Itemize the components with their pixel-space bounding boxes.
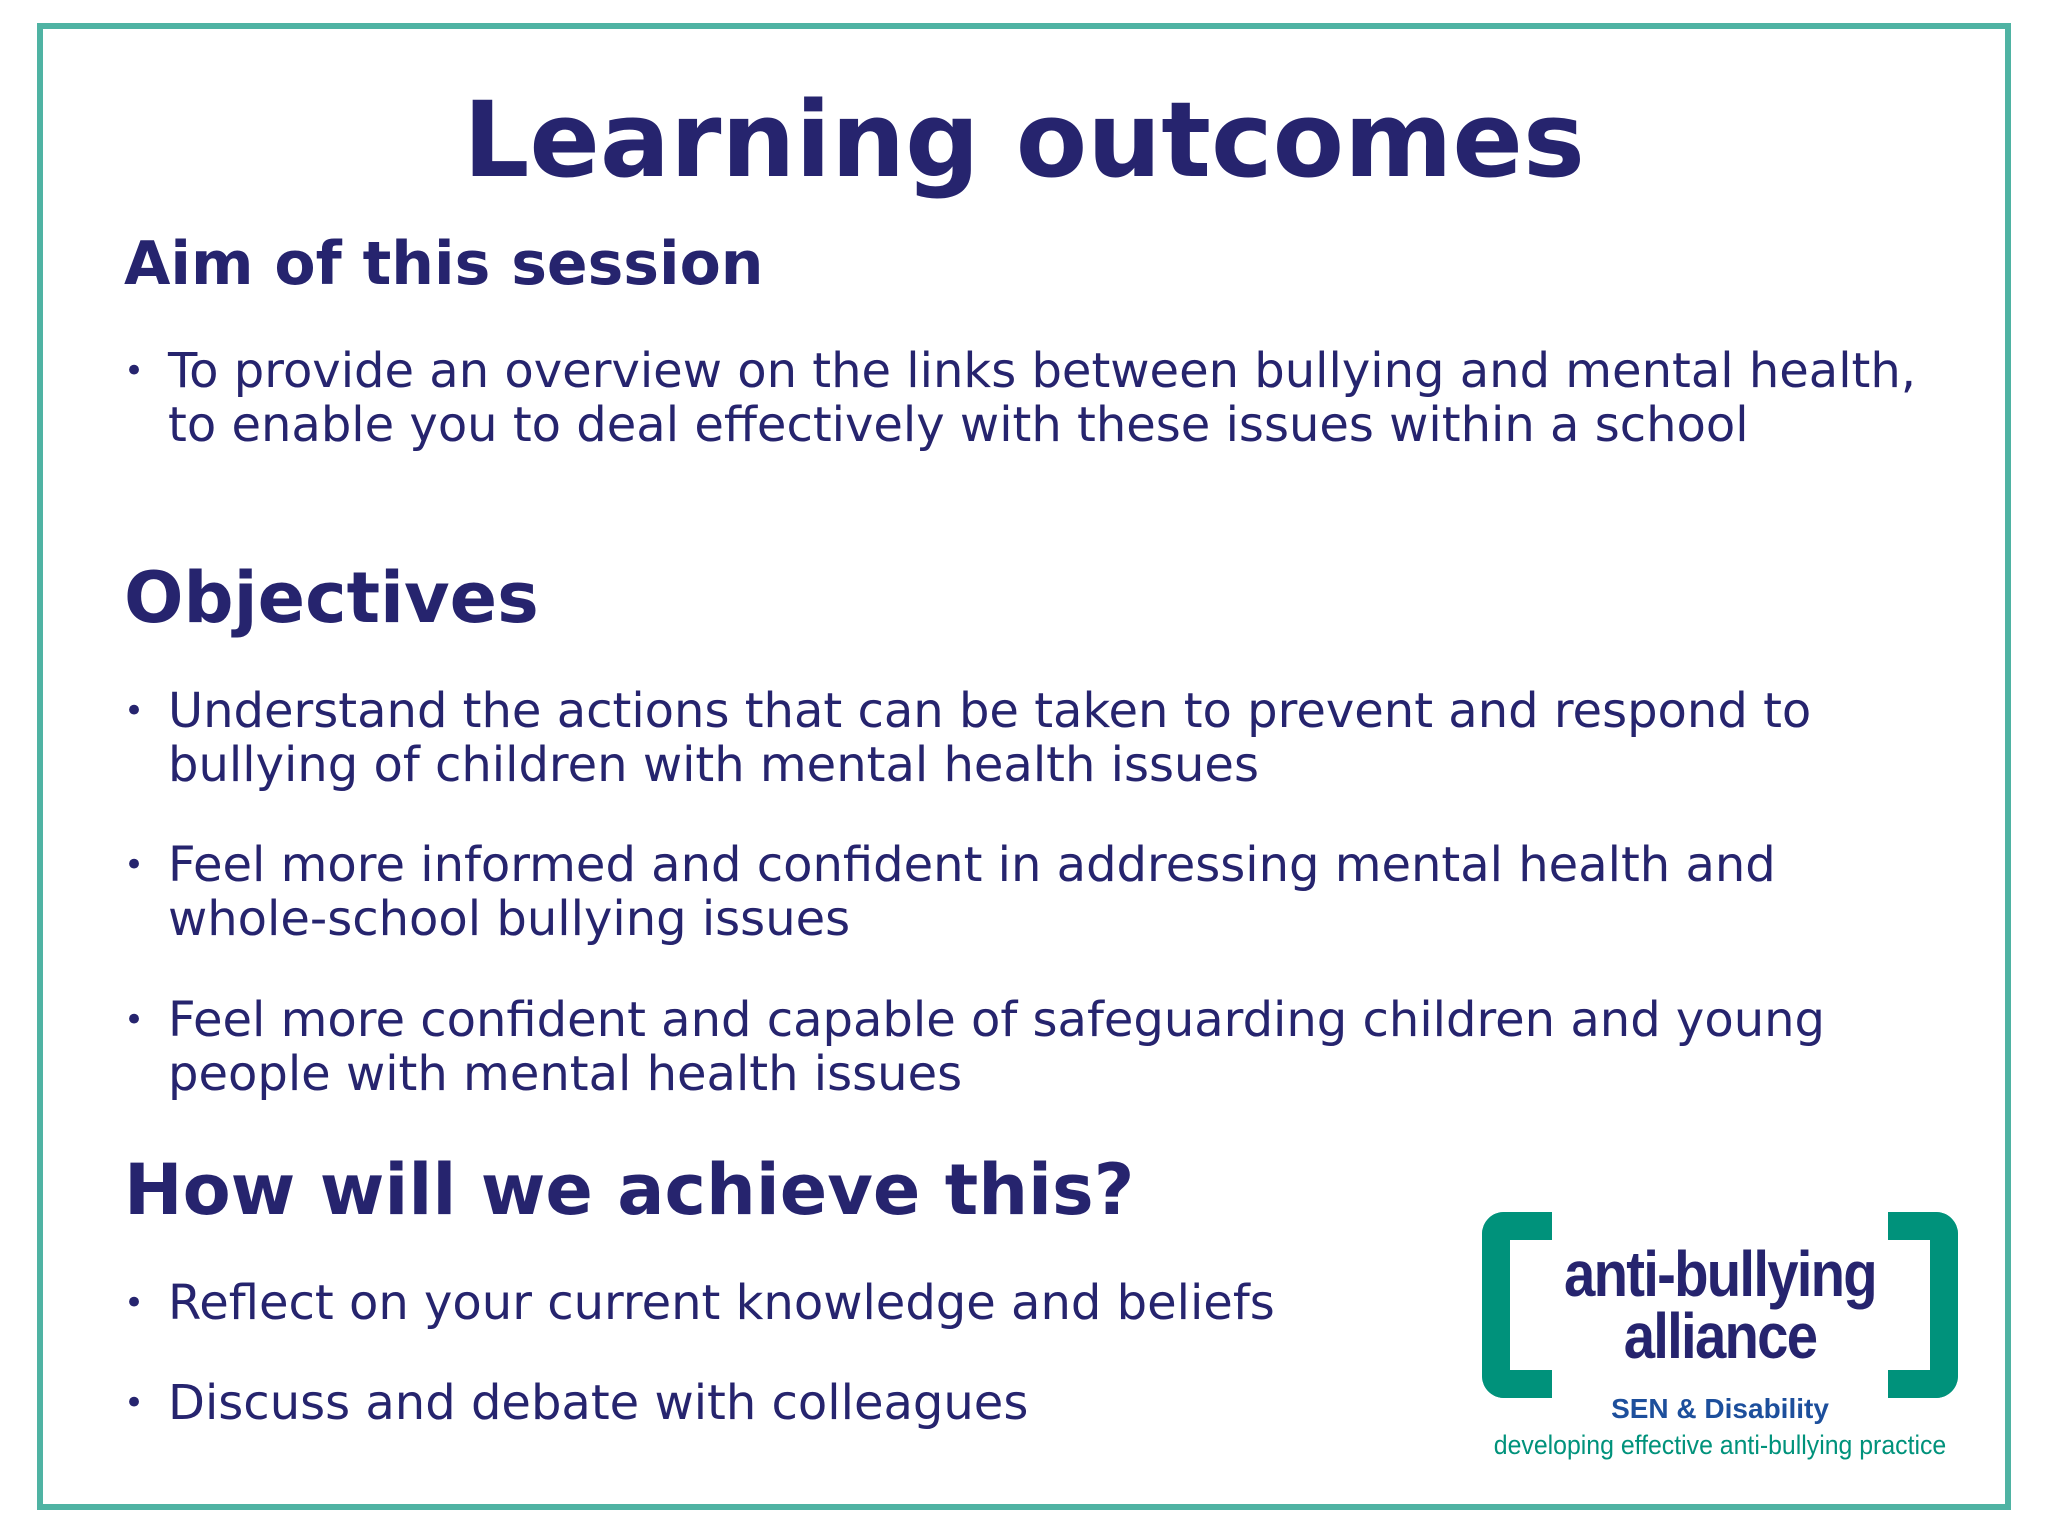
objectives-heading: Objectives bbox=[124, 557, 539, 639]
logo-line-1: anti-bullying bbox=[1564, 1238, 1876, 1310]
objective-bullet-1 bbox=[124, 684, 1944, 792]
bullet-icon: • bbox=[124, 1000, 145, 1040]
aim-bullet-text: To provide an overview on the links between bullying and mental health, to enable you to deal effectively with these issues within a school bbox=[168, 343, 1917, 453]
how-bullet-text: Reflect on your current knowledge and beliefs bbox=[168, 1275, 1275, 1331]
bullet-icon: • bbox=[124, 691, 145, 731]
objective-bullet-text: Feel more confident and capable of safeguarding children and young people with mental health issues bbox=[168, 992, 1826, 1102]
bullet-icon: • bbox=[124, 845, 145, 885]
objective-bullet-2 bbox=[124, 838, 1944, 946]
how-bullet-2 bbox=[124, 1376, 1444, 1430]
bullet-icon: • bbox=[124, 351, 145, 391]
how-bullet-text: Discuss and debate with colleagues bbox=[168, 1375, 1029, 1431]
bullet-icon: • bbox=[124, 1283, 145, 1323]
aim-bullet bbox=[124, 344, 1944, 452]
objective-bullet-text: Feel more informed and confident in addressing mental health and whole-school bullying issues bbox=[168, 837, 1776, 947]
logo-subtitle: SEN & Disability bbox=[1611, 1393, 1829, 1424]
bullet-icon: • bbox=[124, 1383, 145, 1423]
how-bullet-1 bbox=[124, 1276, 1444, 1330]
aim-heading: Aim of this session bbox=[124, 229, 764, 299]
objective-bullet-3 bbox=[124, 993, 1944, 1101]
logo-tagline: developing effective anti-bullying practice bbox=[1493, 1430, 1947, 1460]
anti-bullying-alliance-logo bbox=[1470, 1212, 1970, 1472]
logo-line-2: alliance bbox=[1623, 1300, 1817, 1372]
objective-bullet-text: Understand the actions that can be taken to prevent and respond to bullying of children with mental health issues bbox=[168, 683, 1812, 793]
slide-title: Learning outcomes bbox=[463, 79, 1585, 201]
how-heading: How will we achieve this? bbox=[124, 1149, 1135, 1231]
